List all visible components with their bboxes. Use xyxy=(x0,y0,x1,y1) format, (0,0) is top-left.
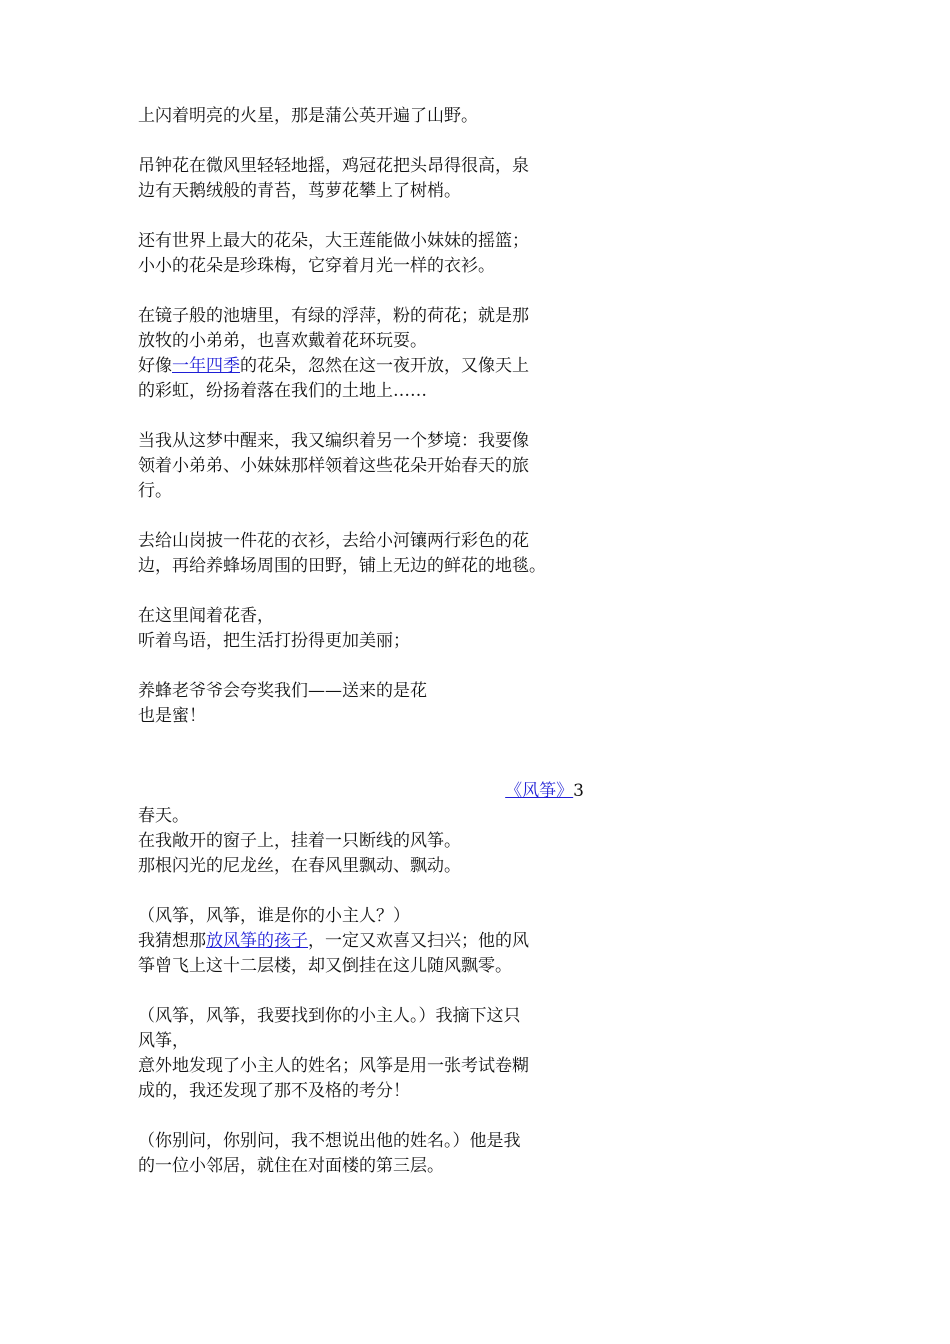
text-line: 意外地发现了小主人的姓名；风筝是用一张考试卷糊 xyxy=(138,1056,529,1076)
stanza-gap xyxy=(138,654,598,679)
text-line: 也是蜜！ xyxy=(138,706,206,726)
text-line: 小小的花朵是珍珠梅，它穿着月光一样的衣衫。 xyxy=(138,256,495,276)
text-line: 去给山岗披一件花的衣衫，去给小河镶两行彩色的花 xyxy=(138,531,529,551)
text-line: 上闪着明亮的火星，那是蒲公英开遍了山野。 xyxy=(138,106,478,126)
line-suffix: 的花朵，忽然在这一夜开放，又像天上 xyxy=(240,356,529,376)
text-line: 边，再给养蜂场周围的田野，铺上无边的鲜花的地毯。 xyxy=(138,556,546,576)
text-line: 春天。 xyxy=(138,806,189,826)
text-line: 养蜂老爷爷会夸奖我们——送来的是花 xyxy=(138,681,427,701)
poem-flowers xyxy=(138,104,598,729)
text-line: 还有世界上最大的花朵，大王莲能做小妹妹的摇篮； xyxy=(138,231,529,251)
text-line: 听着鸟语，把生活打扮得更加美丽； xyxy=(138,631,410,651)
text-line: 风筝， xyxy=(138,1031,189,1051)
text-line: 在我敞开的窗子上，挂着一只断线的风筝。 xyxy=(138,831,461,851)
stanza-gap xyxy=(138,979,598,1004)
stanza-gap xyxy=(138,129,598,154)
text-line: 吊钟花在微风里轻轻地摇，鸡冠花把头昂得很高，泉 xyxy=(138,156,529,176)
text-line: 行。 xyxy=(138,481,172,501)
poem-flowers-stanzas-after xyxy=(138,379,598,729)
line-prefix: 我猜想那 xyxy=(138,931,206,951)
text-line: （风筝，风筝，我要找到你的小主人。）我摘下这只 xyxy=(138,1006,521,1026)
title-number: 3 xyxy=(573,781,584,801)
text-line: 在镜子般的池塘里，有绿的浮萍，粉的荷花；就是那 xyxy=(138,306,529,326)
text-line: （你别问，你别问，我不想说出他的姓名。）他是我 xyxy=(138,1131,521,1151)
stanza-gap xyxy=(138,579,598,604)
text-line: 领着小弟弟、小妹妹那样领着这些花朵开始春天的旅 xyxy=(138,456,529,476)
poem-title xyxy=(138,779,598,804)
text-line: 那根闪光的尼龙丝，在春风里飘动、飘动。 xyxy=(138,856,461,876)
poem-kite-stanzas-after xyxy=(138,954,598,1179)
text-line: 当我从这梦中醒来，我又编织着另一个梦境：我要像 xyxy=(138,431,529,451)
stanza-gap xyxy=(138,279,598,304)
text-line: 在这里闻着花香， xyxy=(138,606,274,626)
stanza-gap xyxy=(138,204,598,229)
text-line: 成的，我还发现了那不及格的考分！ xyxy=(138,1081,410,1101)
poem-kite xyxy=(138,779,598,1179)
link-four-seasons[interactable]: 一年四季 xyxy=(172,356,240,376)
link-kite-title[interactable]: 《风筝》 xyxy=(505,781,574,801)
text-line: 放牧的小弟弟，也喜欢戴着花环玩耍。 xyxy=(138,331,427,351)
text-line: 的一位小邻居，就住在对面楼的第三层。 xyxy=(138,1156,444,1176)
text-line: 筝曾飞上这十二层楼，却又倒挂在这儿随风飘零。 xyxy=(138,956,512,976)
line-suffix: ，一定又欢喜又扫兴；他的风 xyxy=(308,931,529,951)
link-kite-child[interactable]: 放风筝的孩子 xyxy=(206,931,308,951)
stanza-gap xyxy=(138,1104,598,1129)
poem-kite-stanzas xyxy=(138,804,598,929)
stanza-gap xyxy=(138,879,598,904)
stanza-gap xyxy=(138,504,598,529)
document-body xyxy=(138,104,598,1179)
stanza-gap xyxy=(138,404,598,429)
text-line: （风筝，风筝，谁是你的小主人？） xyxy=(138,906,410,926)
text-line: 边有天鹅绒般的青苔，茑萝花攀上了树梢。 xyxy=(138,181,461,201)
text-line-with-link xyxy=(138,354,598,379)
text-line: 的彩虹，纷扬着落在我们的土地上…… xyxy=(138,381,427,401)
text-line-with-link xyxy=(138,929,598,954)
poem-flowers-stanzas xyxy=(138,104,598,354)
line-prefix: 好像 xyxy=(138,356,172,376)
